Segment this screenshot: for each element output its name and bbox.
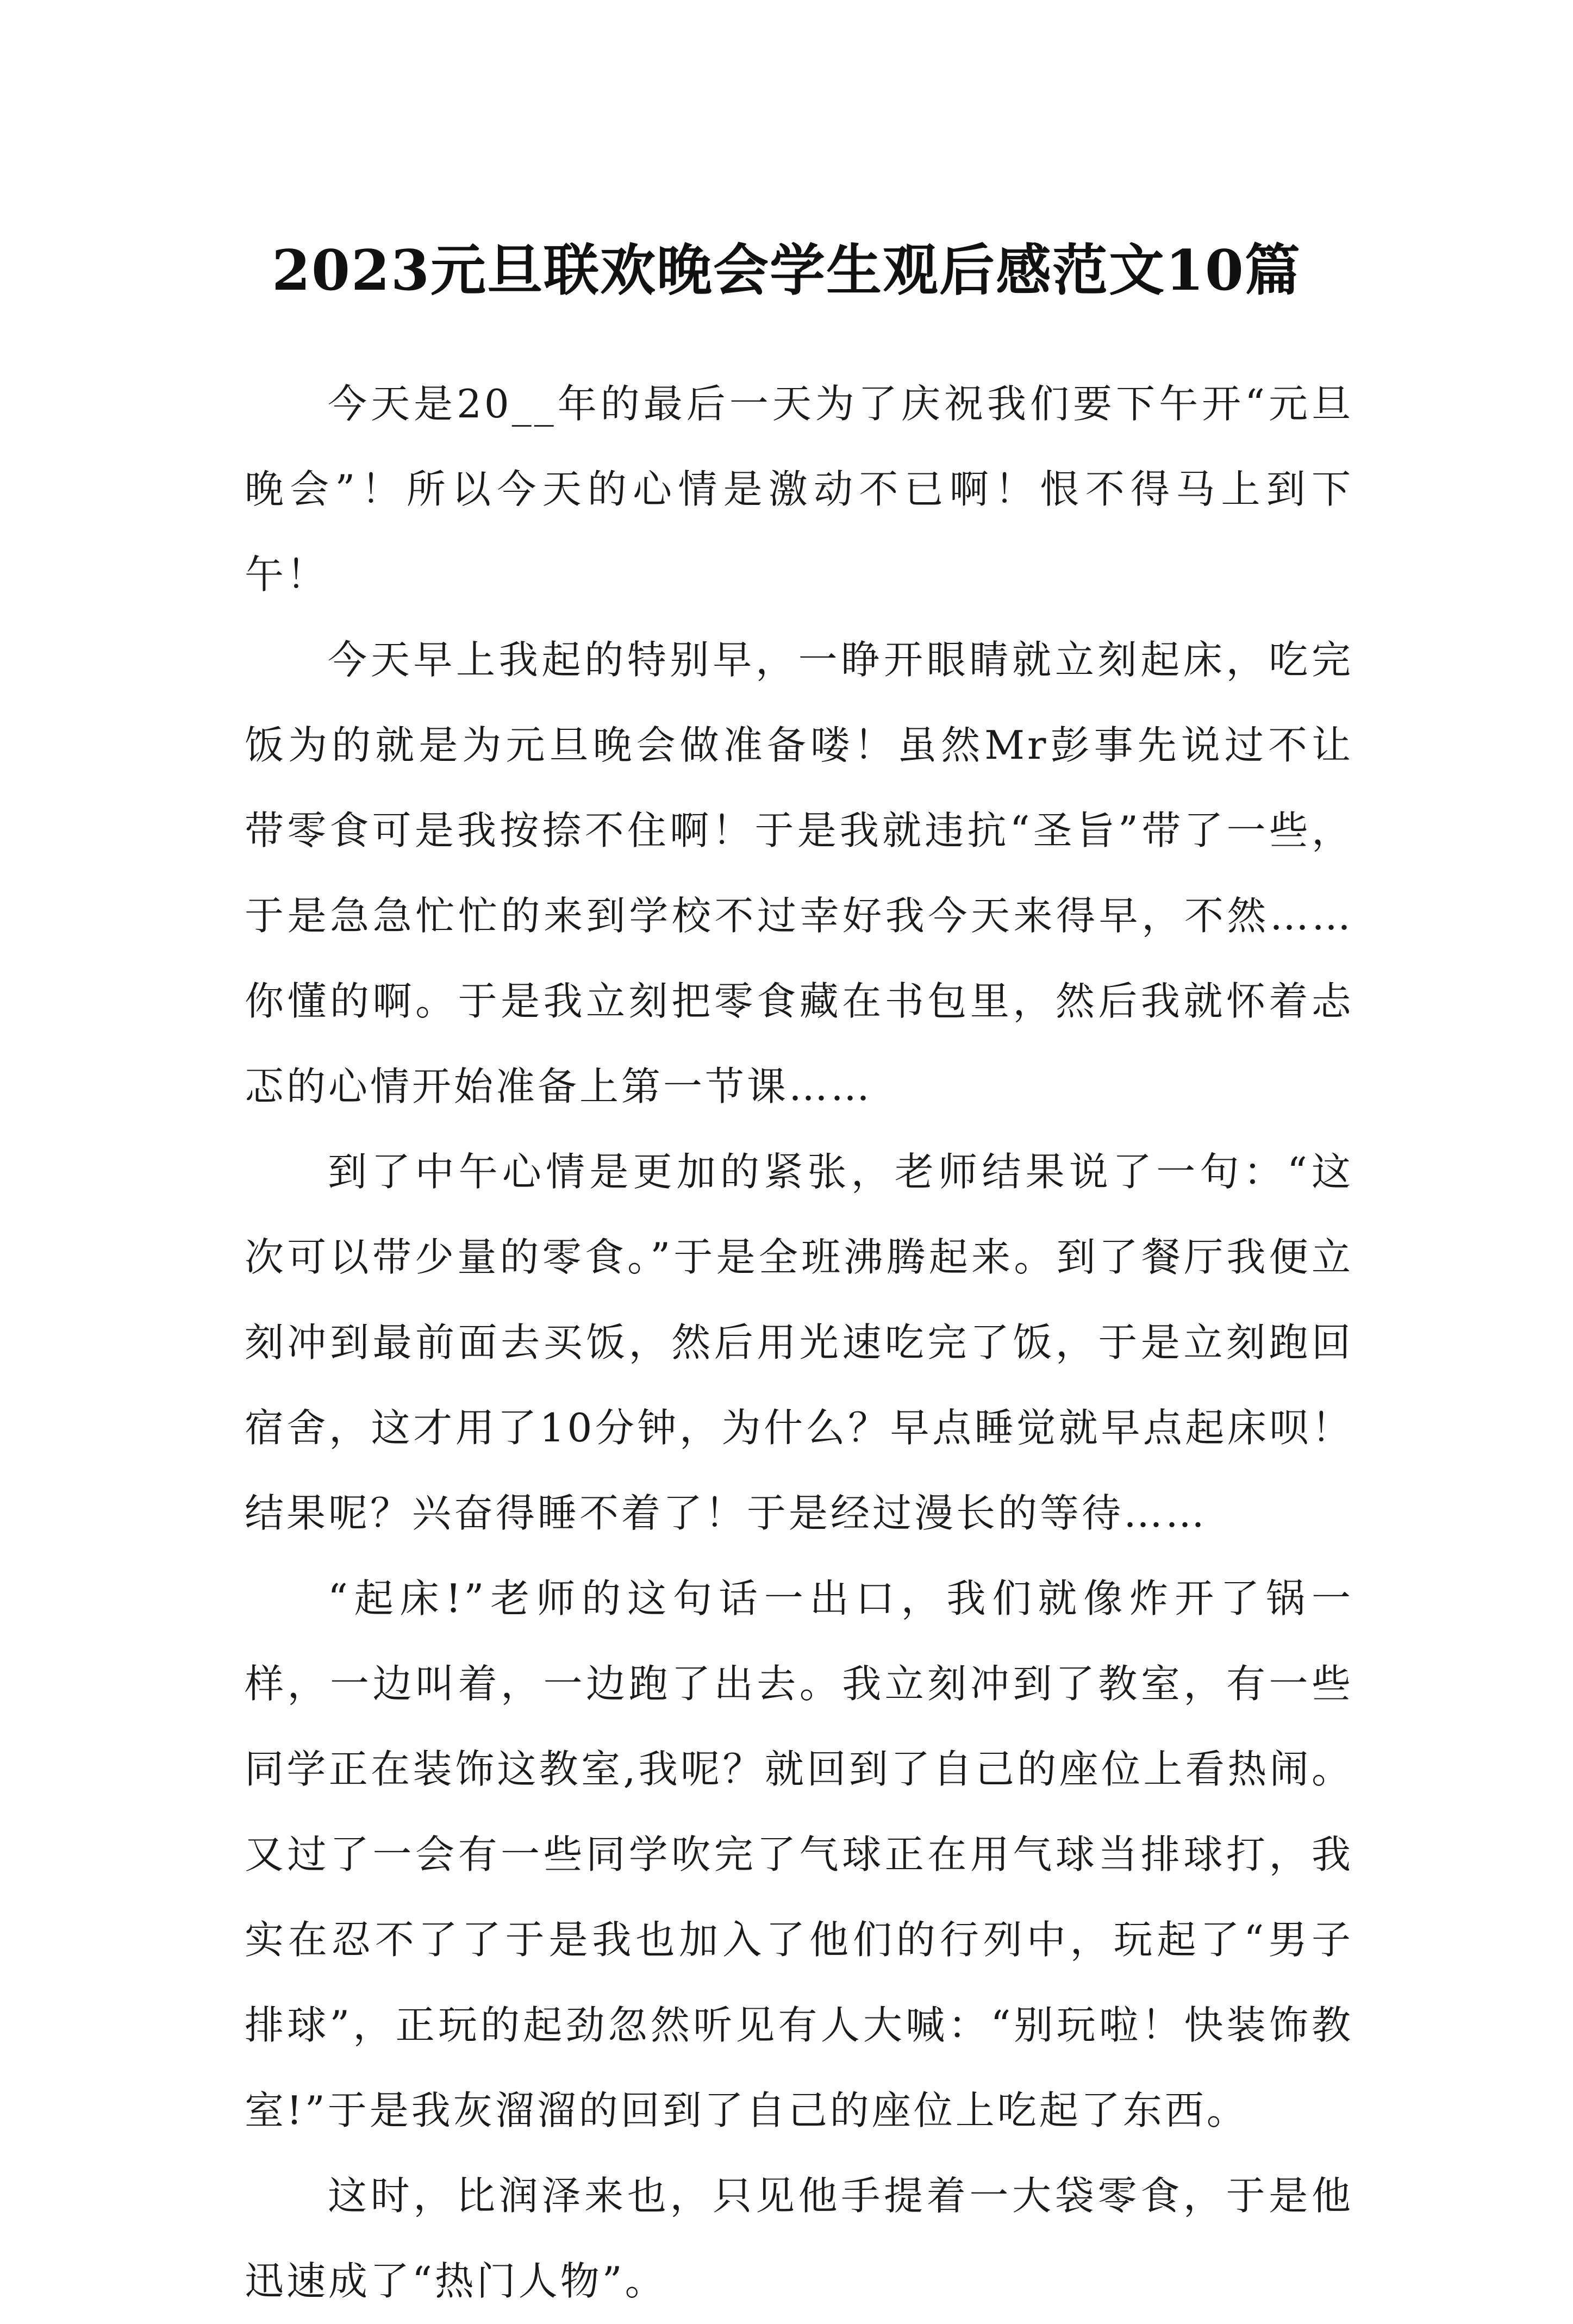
paragraph: “起床!”老师的这句话一出口，我们就像炸开了锅一样，一边叫着，一边跑了出去。我立刻冲到了教室，有一些同学正在装饰这教室,我呢？就回到了自己的座位上看热闹。又过了一会有一些同学吹完了气球正在用气球当排球打，我实在忍不了了于是我也加入了他们的行列中，玩起了“男子排球”，正玩的起劲忽然听见有人大喊：“别玩啦！快装饰教室!”于是我灰溜溜的回到了自己的座位上吃起了东西。 [245,1576,1353,2133]
paragraph: 这时，比润泽来也，只见他手提着一大袋零食，于是他迅速成了“热门人物”。 [245,2173,1353,2304]
paragraph: 今天是20__年的最后一天为了庆祝我们要下午开“元旦晚会”！所以今天的心情是激动不已啊！恨不得马上到下午！ [245,381,1353,597]
document-title: 2023元旦联欢晚会学生观后感范文10篇 [272,238,1301,304]
paragraph: 到了中午心情是更加的紧张，老师结果说了一句：“这次可以带少量的零食。”于是全班沸腾起来。到了餐厅我便立刻冲到最前面去买饭，然后用光速吃完了饭，于是立刻跑回宿舍，这才用了10分钟，为什么？早点睡觉就早点起床呗！结果呢？兴奋得睡不着了！于是经过漫长的等待…… [245,1149,1353,1536]
document-body [245,361,1353,2324]
paragraph: 今天早上我起的特别早，一睁开眼睛就立刻起床，吃完饭为的就是为元旦晚会做准备喽！虽然Mr彭事先说过不让带零食可是我按捺不住啊！于是我就违抗“圣旨”带了一些，于是急急忙忙的来到学校不过幸好我今天来得早，不然……你懂的啊。于是我立刻把零食藏在书包里，然后我就怀着忐忑的心情开始准备上第一节课…… [245,637,1353,1109]
